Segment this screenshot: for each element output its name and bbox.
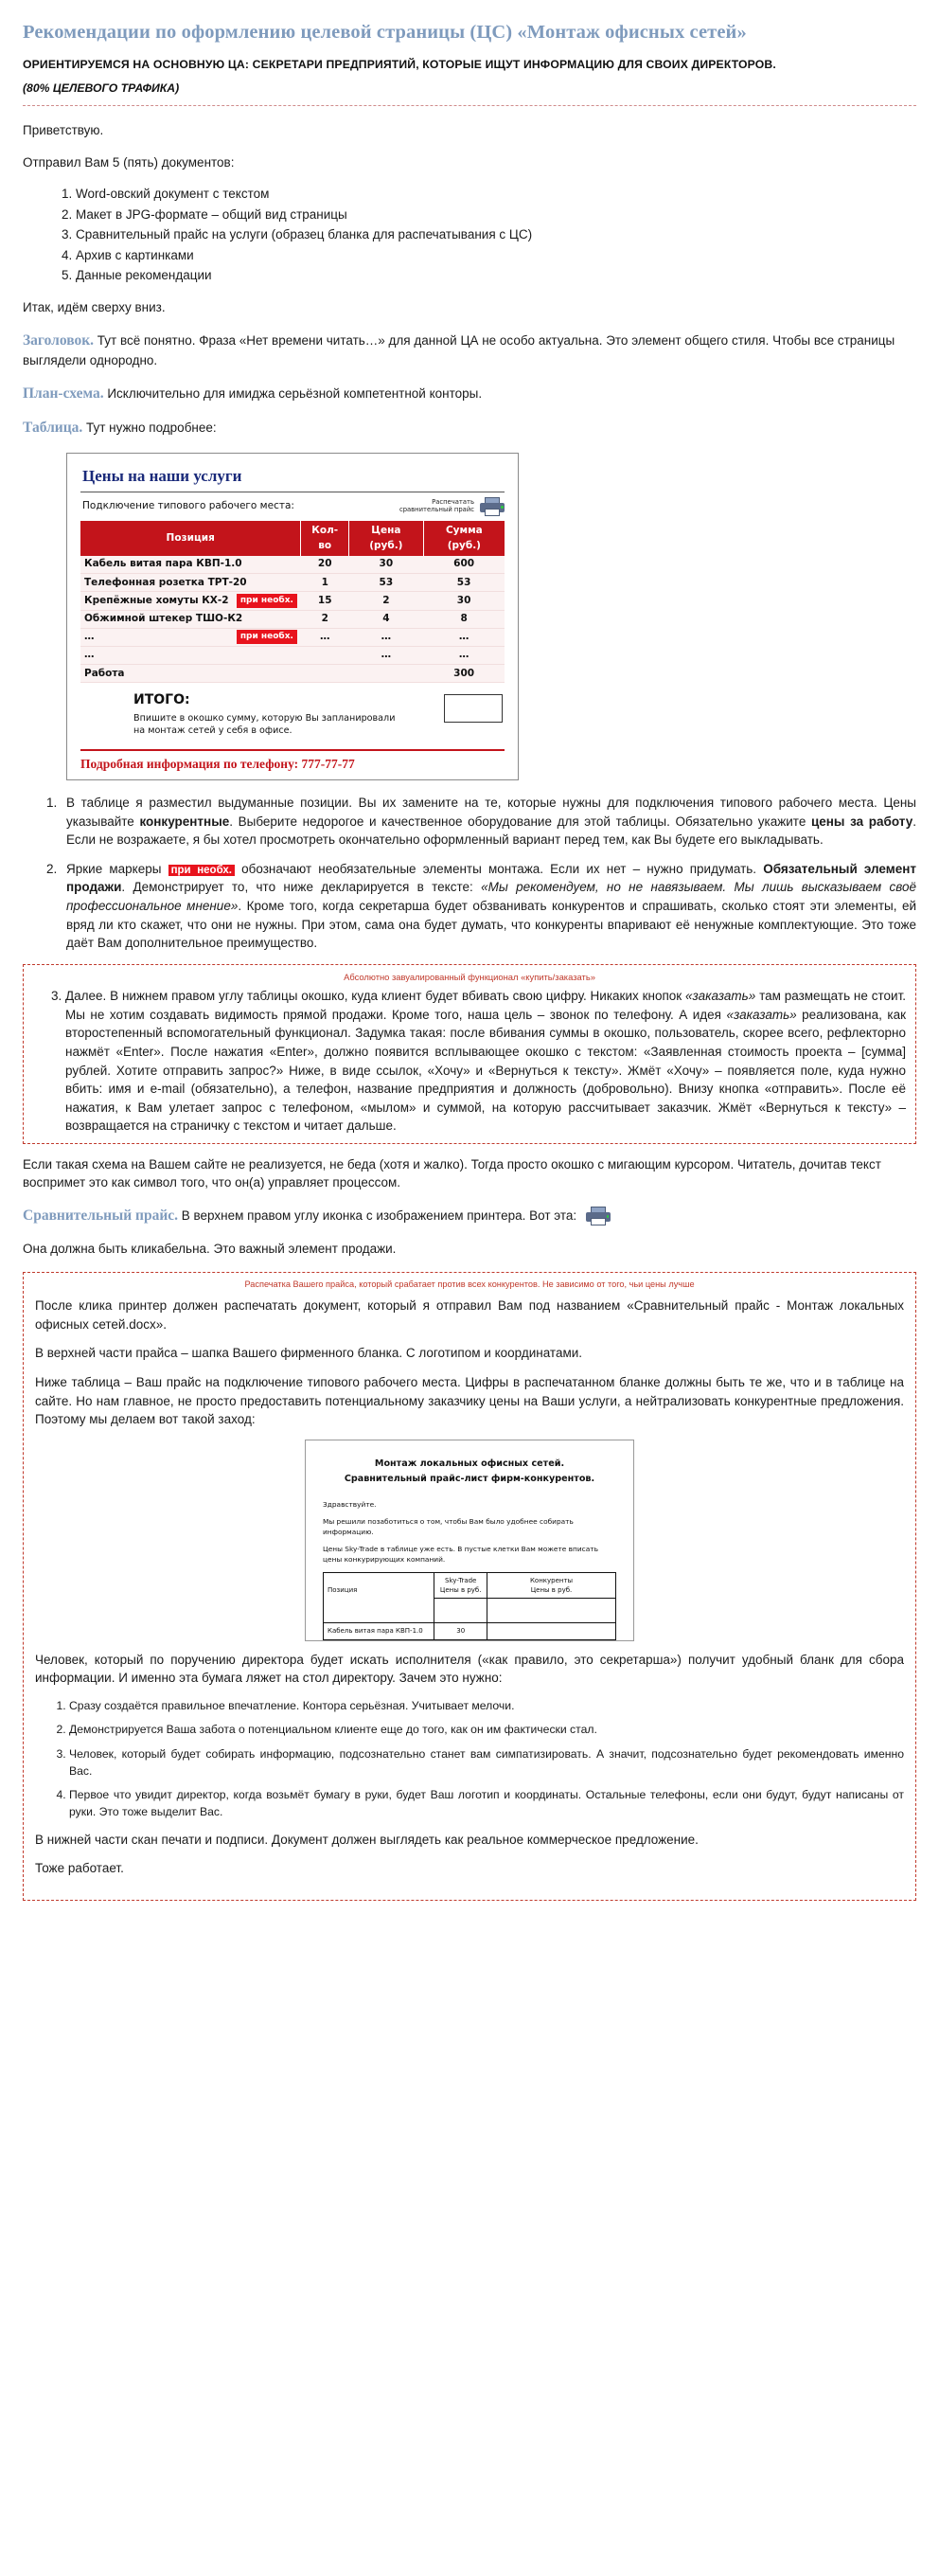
price-table-body	[80, 556, 505, 683]
cell-sum: 30	[423, 592, 505, 610]
page-subtitle: ОРИЕНТИРУЕМСЯ НА ОСНОВНУЮ ЦА: СЕКРЕТАРИ ПРЕДПРИЯТИЙ, КОТОРЫЕ ИЩУТ ИНФОРМАЦИЮ ДЛЯ СВОИХ ДИРЕКТОРОВ.	[23, 57, 776, 71]
list-item: 4. Архив с картинками	[76, 246, 916, 265]
order-functionality-box	[23, 964, 916, 1144]
comment-item-1	[61, 794, 916, 850]
cell-position	[80, 646, 301, 664]
cell-price: …	[348, 646, 423, 664]
cell-qty: …	[301, 628, 349, 646]
comment-3-italic-1: «заказать»	[685, 989, 756, 1004]
blank-col-competitors: Конкуренты Цены в руб.	[487, 1573, 616, 1599]
commentary-list	[23, 794, 916, 953]
table-header-row	[80, 521, 505, 555]
position-text: Обжимной штекер ТШО-К2	[84, 613, 243, 625]
total-amount-input[interactable]	[444, 694, 503, 723]
list-item: 1. Сразу создаётся правильное впечатление. Контора серьёзная. Учитывает мелочи.	[69, 1698, 904, 1715]
total-instruction: Впишите в окошко сумму, которую Вы запланировали на монтаж сетей у себя в офисе.	[133, 712, 396, 736]
blank-col-position: Позиция	[324, 1573, 434, 1623]
cell-position	[80, 628, 301, 646]
comment-item-3	[65, 987, 906, 1136]
list-item: 1. Word-овский документ с текстом	[76, 185, 916, 204]
cell-qty: 20	[301, 556, 349, 574]
position-text: Кабель витая пара КВП-1.0	[84, 558, 242, 570]
position-text: Телефонная розетка ТРТ-20	[84, 576, 247, 588]
cell-position	[80, 592, 301, 610]
comment-3-part-c: реализована, как второстепенный вспомогательный функционал. Задумка такая: после вбивания суммы в окошко, пользователь, скорее всего, рефлекторно нажмёт «Enter». После нажатия «Enter», должно появится всплывающее окошко с текстом: «Заявленная стоимость проекта – [сумма] рублей. Хотите отправить запрос?» Ниже, в виде ссылок, «Хочу» и «Вернуться к тексту». Жмёт «Хочу» – появляется поле, куда нужно вбить: имя и е-mail (обязательно), а телефон, название предприятия и должность (добровольно). Внизу кнопка «отправить». После её нажатия, к Вам улетает запрос с телефоном, «мылом» и суммой, на которую рассчитывает заказчик. Жмёт «Вернуться к тексту» – возвращается на страничку с текстом и читает дальше.	[65, 1007, 906, 1134]
greeting-text: Приветствую.	[23, 123, 104, 138]
comment-1-part-b: . Выберите недорогое и качественное оборудование для этой таблицы. Обязательно укажите	[229, 814, 811, 829]
price-table-title: Цены на наши услуги	[82, 466, 242, 485]
table-header-row	[324, 1573, 616, 1599]
blank-col-sky: Sky-Trade Цены в руб.	[434, 1573, 487, 1599]
cell-position	[80, 665, 301, 683]
section-sravn-price	[23, 1206, 916, 1226]
comment-3-italic-2: «заказать»	[726, 1007, 797, 1022]
cell-qty: 15	[301, 592, 349, 610]
col-sum: Сумма (руб.)	[423, 521, 505, 555]
price-table-footer	[80, 749, 505, 775]
cmp-paragraph-2: В верхней части прайса – шапка Вашего фирменного бланка. С логотипом и координатами.	[35, 1346, 583, 1361]
blank-title-2: Сравнительный прайс-лист фирм-конкурентов.	[344, 1473, 595, 1484]
blank-cmp-empty	[487, 1599, 616, 1623]
cell-qty	[301, 665, 349, 683]
table-row	[80, 646, 505, 664]
list-item: 3. Человек, который будет собирать информацию, подсознательно станет вам симпатизировать. А значит, подсознательно будет рекомендовать именно Вас.	[69, 1746, 904, 1780]
table-row	[80, 556, 505, 574]
table-row	[80, 610, 505, 628]
comment-2-part-a: Яркие маркеры	[66, 861, 168, 876]
blank-row-cmp-value[interactable]	[487, 1623, 616, 1639]
comment-1-bold-1: конкурентные	[139, 814, 230, 829]
total-block	[80, 683, 505, 744]
comment-2-part-b: обозначают необязательные элементы монтажа. Если их нет – нужно придумать.	[234, 861, 764, 876]
list-item: 5. Данные рекомендации	[76, 266, 916, 285]
comment-3-part-a: Далее. В нижнем правом углу таблицы окошко, куда клиент будет вбивать свою цифру. Никаких кнопок	[65, 989, 686, 1004]
position-text: …	[84, 631, 95, 643]
cmp-paragraph-4: Человек, который по поручению директора будет искать исполнителя («как правило, это секретарша») получит удобный бланк для сбора информации. И именно эта бумага ляжет на стол директору. Зачем это нужно:	[35, 1652, 904, 1686]
price-table-screenshot	[66, 453, 519, 781]
comment-2-part-c: . Демонстрирует то, что ниже декларируется в тексте:	[121, 880, 482, 895]
contact-phone: Подробная информация по телефону: 777-77-77	[80, 756, 355, 771]
blank-sky-empty	[434, 1599, 487, 1623]
cell-position	[80, 556, 301, 574]
list-item: 2. Демонстрируется Ваша забота о потенциальном клиенте еще до того, как он им фактически стал.	[69, 1722, 904, 1739]
comparative-box-caption: Распечатка Вашего прайса, который срабатает против всех конкурентов. Не зависимо от того, чьи цены лучше	[244, 1279, 695, 1290]
section-lead-sravn-price: Сравнительный прайс.	[23, 1207, 179, 1224]
section-sravn-price-after: Она должна быть кликабельна. Это важный элемент продажи.	[23, 1242, 397, 1257]
section-body-sravn-price: В верхнем правом углу иконка с изображением принтера. Вот эта:	[178, 1208, 577, 1223]
section-body-tablica: Тут нужно подробнее:	[82, 420, 217, 436]
cell-sum: 8	[423, 610, 505, 628]
section-lead-tablica: Таблица.	[23, 420, 83, 437]
printer-icon[interactable]	[586, 1207, 611, 1225]
position-text: Крепёжные хомуты КХ-2	[84, 594, 229, 606]
cell-sum: 300	[423, 665, 505, 683]
cmp-reasons-list	[35, 1698, 904, 1821]
comment-1-bold-2: цены за работу	[810, 814, 913, 829]
cell-price: 2	[348, 592, 423, 610]
traffic-note: (80% ЦЕЛЕВОГО ТРАФИКА)	[23, 81, 180, 96]
table-row	[80, 592, 505, 610]
cmp-final-note-1: В нижней части скан печати и подписи. Документ должен выглядеть как реальное коммерческое предложение.	[35, 1832, 699, 1847]
print-price-label: Распечатать сравнительный прайс	[399, 498, 474, 514]
comparative-blank-screenshot	[305, 1440, 634, 1641]
section-tablica	[23, 418, 916, 438]
order-box-caption: Абсолютно завуалированный функционал «купить/заказать»	[344, 971, 595, 982]
cell-price: 30	[348, 556, 423, 574]
inline-badge-optional: при необх.	[168, 865, 235, 876]
cmp-paragraph-3: Ниже таблица – Ваш прайс на подключение типового рабочего места. Цифры в распечатанном бланке должны быть те же, что и в таблице на сайте. Но нам главное, не просто предоставить потенциальному заказчику цены на Ваши услуги, а нейтрализовать конкурентные предложения. Поэтому мы делаем вот такой заход:	[35, 1375, 904, 1427]
price-table	[80, 521, 505, 683]
cell-qty: 2	[301, 610, 349, 628]
blank-note-1: Мы решили позаботиться о том, чтобы Вам было удобнее собирать информацию.	[323, 1516, 574, 1536]
cmp-final-note-2: Тоже работает.	[35, 1861, 124, 1876]
cell-sum: 600	[423, 556, 505, 574]
status-badge-optional: при необх.	[237, 594, 297, 608]
cmp-paragraph-1: После клика принтер должен распечатать документ, который я отправил Вам под названием «Сравнительный прайс - Монтаж локальных офисных сетей.docx».	[35, 1298, 904, 1332]
page-title: Рекомендации по оформлению целевой страницы (ЦС) «Монтаж офисных сетей»	[23, 22, 747, 43]
table-row	[80, 574, 505, 592]
blank-greeting: Здравствуйте.	[323, 1499, 377, 1509]
list-item: 3. Сравнительный прайс на услуги (образец бланка для распечатывания с ЦС)	[76, 225, 916, 244]
section-lead-plan-shema: План-схема.	[23, 385, 104, 402]
comment-2-bold: Обязательный элемент продажи	[66, 861, 916, 895]
blank-note-2: Цены Sky-Trade в таблице уже есть. В пустые клетки Вам можете вписать цены конкурирующих компаний.	[323, 1544, 598, 1564]
section-body-zagolovok: Тут всё понятно. Фраза «Нет времени читать…» для данной ЦА не особо актуальна. Это элемент общего стиля. Чтобы все страницы выглядели однородно.	[23, 332, 895, 368]
cell-price: 4	[348, 610, 423, 628]
position-text: Работа	[84, 667, 125, 679]
blank-comparison-table	[323, 1572, 616, 1639]
cell-sum: 53	[423, 574, 505, 592]
cell-qty	[301, 646, 349, 664]
cell-price: …	[348, 628, 423, 646]
cell-price	[348, 665, 423, 683]
section-zagolovok	[23, 331, 916, 370]
table-row	[80, 665, 505, 683]
section-body-plan-shema: Исключительно для имиджа серьёзной компетентной конторы.	[103, 385, 483, 401]
cell-sum: …	[423, 628, 505, 646]
comparative-price-box	[23, 1272, 916, 1901]
sent-documents-line: Отправил Вам 5 (пять) документов:	[23, 154, 235, 170]
comment-1-part-c: . Если не возражаете, я бы хотел просмотреть окончательно оформленный вариант перед тем, как Вы будете его выкладывать.	[66, 814, 916, 848]
printer-icon[interactable]	[480, 497, 505, 516]
print-price-action[interactable]	[391, 497, 505, 516]
price-table-subtitle: Подключение типового рабочего места:	[82, 500, 294, 512]
comment-2-italic: «Мы рекомендуем, но не навязываем. Мы лишь высказываем своё профессиональное мнение»	[66, 880, 916, 914]
price-table-head	[80, 521, 505, 555]
comment-2-part-d: . Кроме того, когда секретарша будет обзванивать конкурентов и спрашивать, сколько стоят эти элементы, ей вряд ли кто скажет, что они не нужны. При этом, сама она будет думать, что конкуренты впаривают её ненужные комплектующие. Это тоже даёт Вам дополнительное преимущество.	[66, 899, 916, 951]
blank-title-1: Монтаж локальных офисных сетей.	[374, 1458, 565, 1469]
cell-position	[80, 574, 301, 592]
table-row	[80, 628, 505, 646]
after-box-note: Если такая схема на Вашем сайте не реализуется, не беда (хотя и жалко). Тогда просто окошко с мигающим курсором. Читатель, дочитав текст воспримет это как символ того, что он(а) управляет процессом.	[23, 1156, 881, 1190]
list-item: 2. Макет в JPG-формате – общий вид страницы	[76, 206, 916, 224]
blank-row-position: Кабель витая пара КВП-1.0	[324, 1623, 434, 1639]
list-item: 4. Первое что увидит директор, когда возьмёт бумагу в руки, будет Ваш логотип и координаты. Остальные телефоны, если они будут, будут написаны от руки. Это тоже выделит Вас.	[69, 1787, 904, 1820]
order-line: Итак, идём сверху вниз.	[23, 300, 166, 315]
cell-position	[80, 610, 301, 628]
comment-1-part-a: В таблице я разместил выдуманные позиции. Вы их замените на те, которые нужны для подключения типового рабочего места. Цены указывайте	[66, 796, 916, 829]
comment-3-part-b: там размещать не стоит. Мы не хотим создавать видимость прямой продажи. Кроме того, наша цель – звонок по телефону. А идея	[65, 989, 907, 1022]
section-lead-zagolovok: Заголовок.	[23, 331, 95, 349]
status-badge-optional: при необх.	[237, 630, 297, 644]
col-qty: Кол-во	[301, 521, 349, 555]
cell-qty: 1	[301, 574, 349, 592]
col-price: Цена (руб.)	[348, 521, 423, 555]
blank-row-sky-value: 30	[434, 1623, 487, 1639]
section-plan-shema	[23, 384, 916, 404]
total-label: ИТОГО:	[133, 692, 190, 708]
col-position: Позиция	[80, 521, 301, 555]
comment-item-2	[61, 860, 916, 953]
documents-list	[23, 185, 916, 285]
cell-price: 53	[348, 574, 423, 592]
comment-item-3-list	[33, 987, 906, 1136]
cell-sum: …	[423, 646, 505, 664]
table-row	[324, 1623, 616, 1639]
position-text: …	[84, 649, 95, 661]
header-divider	[23, 105, 916, 106]
